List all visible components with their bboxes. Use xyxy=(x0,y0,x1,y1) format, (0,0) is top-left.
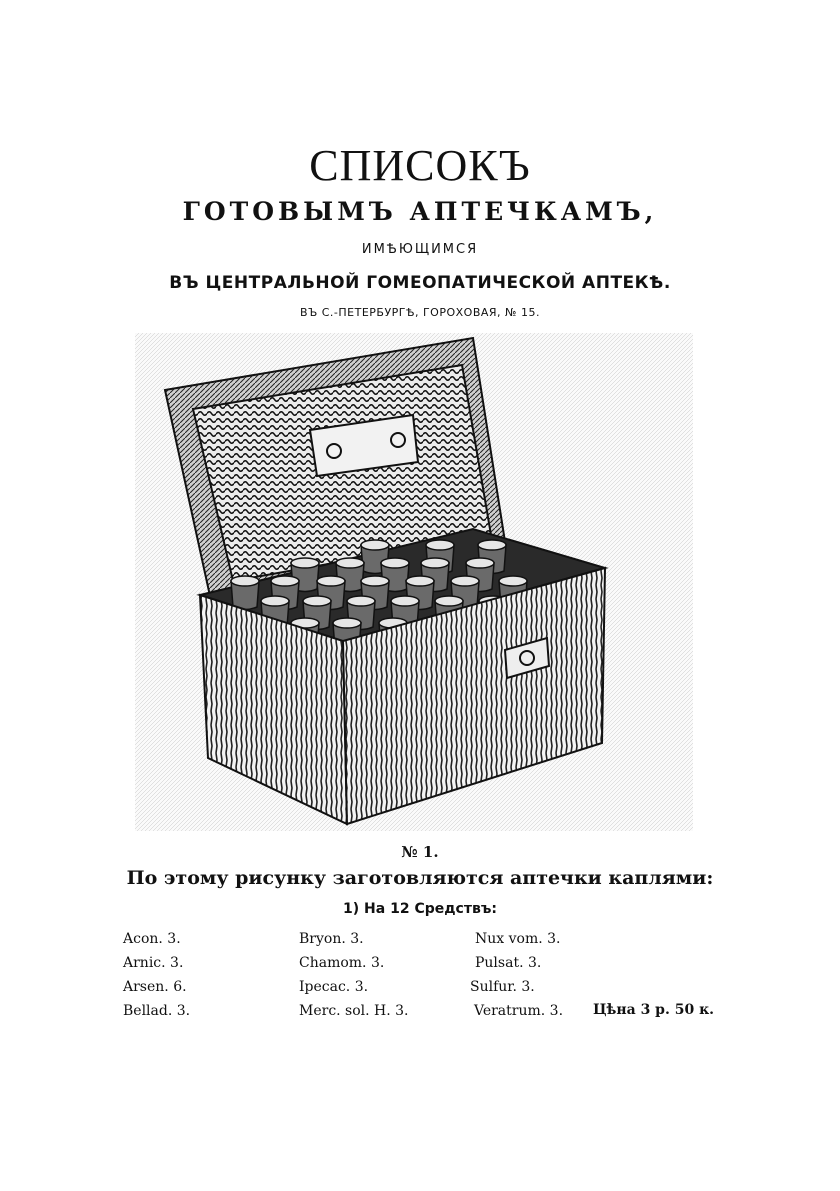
remedy-item: Acon. 3. xyxy=(123,931,181,947)
remedy-item: Nux vom. 3. xyxy=(475,931,561,947)
page-subtitle: ГОТОВЫМЪ АПТЕЧКАМЪ, xyxy=(182,197,658,226)
remedy-item: Chamom. 3. xyxy=(299,955,385,971)
remedy-item: Pulsat. 3. xyxy=(475,955,542,971)
remedy-item: Bryon. 3. xyxy=(299,931,364,947)
pharmacy-name: ВЪ ЦЕНТРАЛЬНОЙ ГОМЕОПАТИЧЕСКОЙ АПТЕКѢ. xyxy=(169,273,671,293)
remedy-item: Merc. sol. H. 3. xyxy=(299,1003,409,1019)
address-line: ВЪ С.-ПЕТЕРБУРГѢ, ГОРОХОВАЯ, № 15. xyxy=(300,306,540,319)
remedy-item: Sulfur. 3. xyxy=(470,979,535,995)
intro-line: По этому рисунку заготовляются аптечки каплями: xyxy=(126,867,714,889)
remedy-item: Veratrum. 3. xyxy=(474,1003,564,1019)
figure-caption: № 1. xyxy=(401,843,439,861)
remedy-item: Ipecac. 3. xyxy=(299,979,369,995)
page-title: СПИСОКЪ xyxy=(309,141,531,190)
medicine-chest-illustration xyxy=(135,333,693,831)
price-label: Цѣна 3 р. 50 к. xyxy=(593,1002,715,1018)
remedy-item: Arsen. 6. xyxy=(123,979,187,995)
having-line: ИМѢЮЩИМСЯ xyxy=(361,242,479,257)
remedy-item: Arnic. 3. xyxy=(123,955,184,971)
remedy-item: Bellad. 3. xyxy=(123,1003,191,1019)
section-title: 1) На 12 Средствъ: xyxy=(343,901,497,917)
